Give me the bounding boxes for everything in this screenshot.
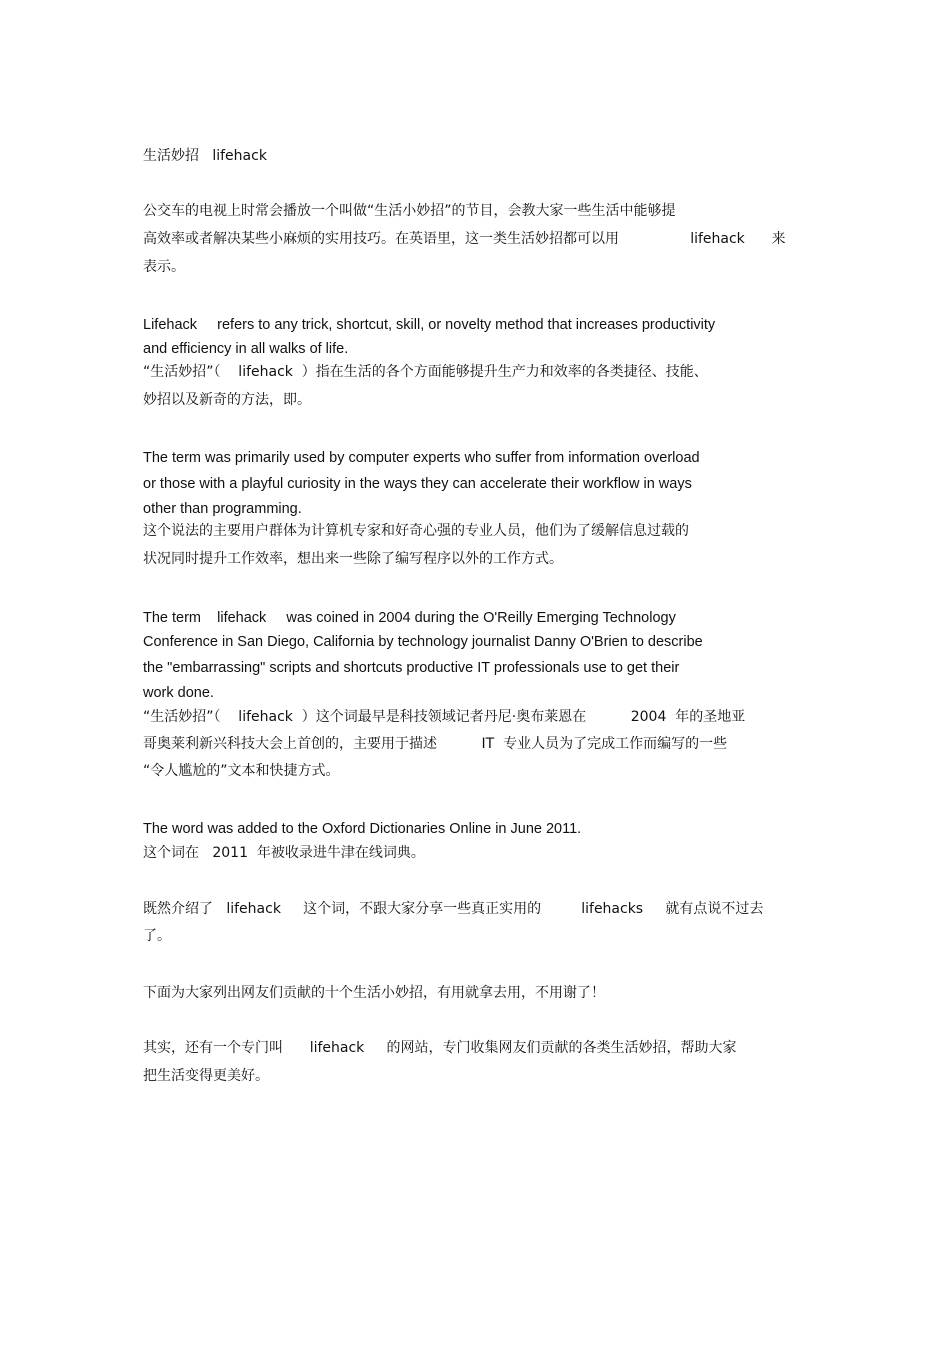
p2-line-1: Lifehack refers to any trick, shortcut, skill, or novelty method that increases productivity xyxy=(143,317,716,333)
p8-line-1: 其实，还有一个专门叫 lifehack 的网站，专门收集网友们贡献的各类生活妙招，帮助大家 xyxy=(143,1040,737,1056)
p4-line-6: 哥奥莱利新兴科技大会上首创的，主要用于描述 IT 专业人员为了完成工作而编写的一些 xyxy=(143,736,728,752)
p4-line-4: work done. xyxy=(143,685,214,701)
p2-line-2: and efficiency in all walks of life. xyxy=(143,341,349,357)
document-title: 生活妙招 lifehack xyxy=(143,148,267,164)
p4-line-3: the "embarrassing" scripts and shortcuts productive IT professionals use to get their xyxy=(143,660,680,676)
p3-line-2: or those with a playful curiosity in the ways they can accelerate their workflow in ways xyxy=(143,476,692,492)
p3-line-4: 这个说法的主要用户群体为计算机专家和好奇心强的专业人员，他们为了缓解信息过载的 xyxy=(143,523,689,539)
p2-line-4: 妙招以及新奇的方法，即。 xyxy=(143,392,311,408)
p1-line-2: 高效率或者解决某些小麻烦的实用技巧。在英语里，这一类生活妙招都可以用 lifehack 来 xyxy=(143,231,786,247)
p1-line-3: 表示。 xyxy=(143,259,185,275)
p5-line-1: The word was added to the Oxford Dictionaries Online in June 2011. xyxy=(143,821,582,837)
p5-line-2: 这个词在 2011 年被收录进牛津在线词典。 xyxy=(143,845,425,861)
p6-line-1: 既然介绍了 lifehack 这个词，不跟大家分享一些真正实用的 lifehacks 就有点说不过去 xyxy=(143,901,764,917)
p4-line-7: “令人尴尬的”文本和快捷方式。 xyxy=(143,763,340,779)
p3-line-5: 状况同时提升工作效率，想出来一些除了编写程序以外的工作方式。 xyxy=(143,551,563,567)
p6-line-2: 了。 xyxy=(143,928,171,944)
p3-line-1: The term was primarily used by computer experts who suffer from information overload xyxy=(143,450,700,466)
p3-line-3: other than programming. xyxy=(143,501,302,517)
p7-line-1: 下面为大家列出网友们贡献的十个生活小妙招，有用就拿去用，不用谢了！ xyxy=(143,985,605,1001)
p4-line-1: The term lifehack was coined in 2004 during the O'Reilly Emerging Technology xyxy=(143,610,676,626)
p4-line-5: “生活妙招”（ lifehack ）这个词最早是科技领域记者丹尼·奥布莱恩在 2004 年的圣地亚 xyxy=(143,709,746,725)
p1-line-1: 公交车的电视上时常会播放一个叫做“生活小妙招”的节目，会教大家一些生活中能够提 xyxy=(143,203,676,219)
p2-line-3: “生活妙招”（ lifehack ）指在生活的各个方面能够提升生产力和效率的各类捷径、技能、 xyxy=(143,364,708,380)
p8-line-2: 把生活变得更美好。 xyxy=(143,1068,269,1084)
p4-line-2: Conference in San Diego, California by technology journalist Danny O'Brien to describe xyxy=(143,634,703,650)
